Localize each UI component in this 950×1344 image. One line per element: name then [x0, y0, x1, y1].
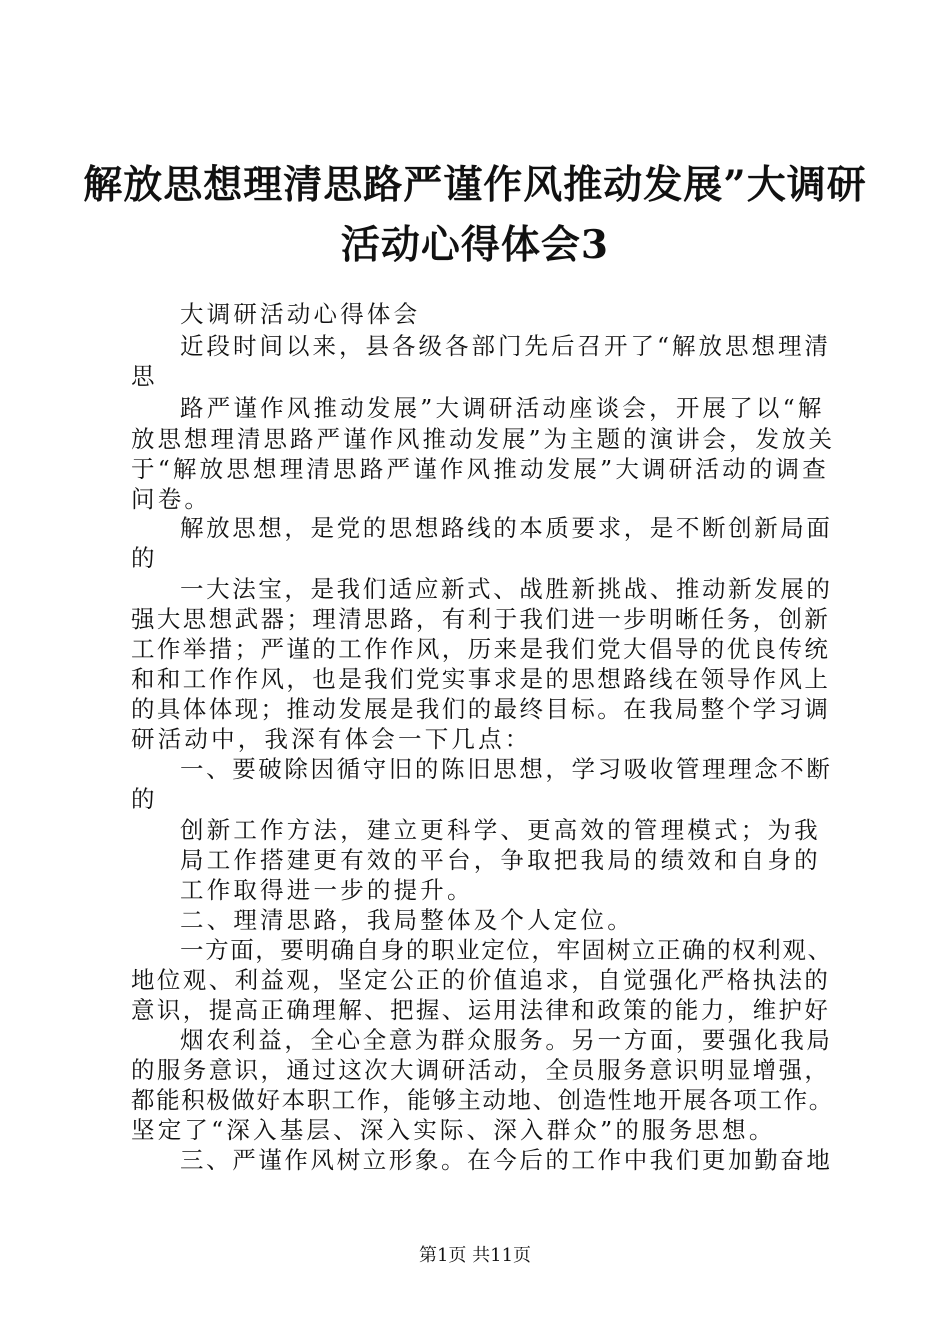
body-line: 的	[131, 544, 158, 572]
body-line: 工作举措；严谨的工作作风，历来是我们党大倡导的优良传统	[131, 635, 831, 663]
body-line: 都能积极做好本职工作，能够主动地、创造性地开展各项工作。	[131, 1086, 834, 1114]
body-line: 工作取得进一步的提升。	[180, 876, 474, 904]
document-title-line-2: 活动心得体会3	[340, 222, 610, 268]
body-line: 解放思想，是党的思想路线的本质要求，是不断创新局面	[180, 514, 833, 542]
body-line: 研活动中，我深有体会一下几点：	[131, 725, 532, 753]
body-line: 思	[131, 362, 158, 390]
body-line: 一大法宝，是我们适应新式、战胜新挑战、推动新发展的	[180, 575, 833, 603]
body-line: 坚定了“深入基层、深入实际、深入群众”的服务思想。	[131, 1116, 776, 1144]
body-line: 二、理清思路，我局整体及个人定位。	[180, 906, 634, 934]
body-line: 意识，提高正确理解、把握、运用法律和政策的能力，维护好	[131, 996, 831, 1024]
body-line: 局工作搭建更有效的平台，争取把我局的绩效和自身的	[180, 846, 821, 874]
document-title-line-1: 解放思想理清思路严谨作风推动发展”大调研	[83, 162, 867, 208]
body-line: 一方面，要明确自身的职业定位，牢固树立正确的权利观、	[180, 936, 833, 964]
body-line: 烟农利益，全心全意为群众服务。另一方面，要强化我局	[180, 1026, 833, 1054]
body-line: 一、要破除因循守旧的陈旧思想，学习吸收管理理念不断	[180, 755, 833, 783]
body-line: 三、严谨作风树立形象。在今后的工作中我们更加勤奋地	[180, 1146, 833, 1174]
body-line: 路严谨作风推动发展”大调研活动座谈会，开展了以“解	[180, 394, 825, 422]
body-line: 和和工作作风，也是我们党实事求是的思想路线在领导作风上	[131, 665, 831, 693]
page-footer: 第1页 共11页	[418, 1245, 532, 1266]
body-line: 放思想理清思路严谨作风推动发展”为主题的演讲会，发放关	[131, 425, 836, 453]
body-line: 大调研活动心得体会	[180, 300, 421, 328]
body-line: 问卷。	[131, 485, 212, 513]
body-line: 的具体体现；推动发展是我们的最终目标。在我局整个学习调	[131, 695, 831, 723]
body-line: 近段时间以来，县各级各部门先后召开了“解放思想理清	[180, 332, 832, 360]
body-line: 的	[131, 785, 158, 813]
body-line: 的服务意识，通过这次大调研活动，全员服务意识明显增强，	[131, 1056, 831, 1084]
body-line: 地位观、利益观，坚定公正的价值追求，自觉强化严格执法的	[131, 966, 831, 994]
body-line: 强大思想武器；理清思路，有利于我们进一步明晰任务，创新	[131, 605, 831, 633]
body-line: 于“解放思想理清思路严谨作风推动发展”大调研活动的调查	[131, 455, 829, 483]
body-line: 创新工作方法，建立更科学、更高效的管理模式；为我	[180, 816, 821, 844]
